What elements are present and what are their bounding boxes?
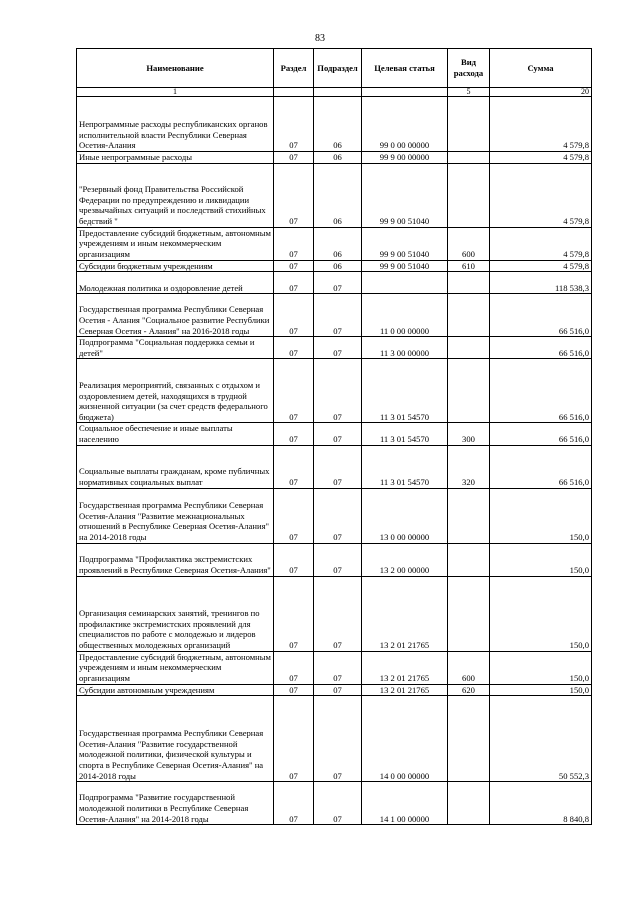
table-row	[77, 97, 592, 152]
cell-section: 07	[274, 445, 314, 488]
table-row	[77, 423, 592, 445]
header-expense-type: Вид расхода	[448, 49, 490, 88]
cell-expense-type: 620	[448, 684, 490, 696]
cell-name: Подпрограмма "Социальная поддержка семьи и детей"	[77, 337, 274, 359]
page-number: 83	[315, 33, 325, 44]
cell-section: 07	[274, 696, 314, 782]
cell-name: Молодежная политика и оздоровление детей	[77, 272, 274, 294]
cell-section: 07	[274, 227, 314, 260]
cell-subsection: 07	[314, 576, 362, 651]
index-subsection	[314, 88, 362, 97]
cell-sum: 4 579,8	[490, 260, 592, 272]
table-row	[77, 294, 592, 337]
cell-name: Непрограммные расходы республиканских органов исполнительной власти Республики Северная Осетия-Алания	[77, 97, 274, 152]
cell-section: 07	[274, 359, 314, 423]
cell-name: Реализация мероприятий, связанных с отдыхом и оздоровлением детей, находящихся в трудной жизненной ситуации (за счет средств федерального бюджета)	[77, 359, 274, 423]
cell-target: 11 0 00 00000	[362, 294, 448, 337]
cell-subsection: 07	[314, 651, 362, 684]
cell-sum: 66 516,0	[490, 294, 592, 337]
cell-expense-type	[448, 152, 490, 164]
cell-section: 07	[274, 97, 314, 152]
budget-table	[76, 48, 592, 825]
cell-name: Государственная программа Республики Северная Осетия - Алания "Социальное развитие Республики Северная Осетия - Алания" на 2016-2018 годы	[77, 294, 274, 337]
cell-expense-type: 300	[448, 423, 490, 445]
cell-sum: 66 516,0	[490, 359, 592, 423]
cell-subsection: 07	[314, 488, 362, 543]
cell-sum: 4 579,8	[490, 227, 592, 260]
cell-section: 07	[274, 488, 314, 543]
index-row	[77, 88, 592, 97]
cell-name: Подпрограмма "Профилактика экстремистских проявлений в Республике Северная Осетия-Алания"	[77, 543, 274, 576]
index-expense-type: 5	[448, 88, 490, 97]
cell-expense-type: 600	[448, 227, 490, 260]
cell-subsection: 07	[314, 543, 362, 576]
cell-target: 99 9 00 00000	[362, 152, 448, 164]
cell-expense-type	[448, 294, 490, 337]
cell-target: 13 0 00 00000	[362, 488, 448, 543]
header-name: Наименование	[77, 49, 274, 88]
cell-sum: 66 516,0	[490, 423, 592, 445]
cell-target: 11 3 01 54570	[362, 359, 448, 423]
table-row	[77, 163, 592, 227]
cell-subsection: 06	[314, 227, 362, 260]
cell-expense-type	[448, 97, 490, 152]
cell-subsection: 07	[314, 272, 362, 294]
cell-section: 07	[274, 272, 314, 294]
index-section	[274, 88, 314, 97]
cell-expense-type: 320	[448, 445, 490, 488]
cell-target: 99 0 00 00000	[362, 97, 448, 152]
cell-name: Субсидии бюджетным учреждениям	[77, 260, 274, 272]
cell-sum: 4 579,8	[490, 163, 592, 227]
cell-subsection: 06	[314, 260, 362, 272]
cell-subsection: 07	[314, 337, 362, 359]
cell-sum: 118 538,3	[490, 272, 592, 294]
table-row	[77, 260, 592, 272]
cell-target: 13 2 01 21765	[362, 651, 448, 684]
cell-sum: 4 579,8	[490, 152, 592, 164]
table-row	[77, 337, 592, 359]
cell-section: 07	[274, 423, 314, 445]
cell-expense-type	[448, 576, 490, 651]
cell-subsection: 06	[314, 152, 362, 164]
cell-subsection: 07	[314, 359, 362, 423]
cell-expense-type	[448, 163, 490, 227]
cell-expense-type	[448, 543, 490, 576]
cell-name: Государственная программа Республики Северная Осетия-Алания "Развитие государственной молодежной политики, физической культуры и спорта в Республике Северная Осетия-Алания" на 2014-2018 годы	[77, 696, 274, 782]
header-section: Раздел	[274, 49, 314, 88]
cell-target: 11 3 00 00000	[362, 337, 448, 359]
cell-target: 13 2 01 21765	[362, 684, 448, 696]
cell-name: Организация семинарских занятий, тренингов по профилактике экстремистских проявлений для специалистов по работе с молодежью и лидеров общественных молодежных организаций	[77, 576, 274, 651]
table-row	[77, 272, 592, 294]
cell-expense-type	[448, 272, 490, 294]
cell-section: 07	[274, 152, 314, 164]
index-target	[362, 88, 448, 97]
cell-subsection: 07	[314, 423, 362, 445]
cell-sum: 150,0	[490, 543, 592, 576]
cell-section: 07	[274, 294, 314, 337]
cell-name: "Резервный фонд Правительства Российской Федерации по предупреждению и ликвидации чрезвычайных ситуаций и последствий стихийных бедствий "	[77, 163, 274, 227]
cell-section: 07	[274, 260, 314, 272]
cell-expense-type: 610	[448, 260, 490, 272]
cell-target	[362, 272, 448, 294]
cell-expense-type	[448, 696, 490, 782]
table-row	[77, 359, 592, 423]
cell-name: Субсидии автономным учреждениям	[77, 684, 274, 696]
cell-section: 07	[274, 782, 314, 825]
table-row	[77, 488, 592, 543]
cell-name: Подпрограмма "Развитие государственной молодежной политики в Республике Северная Осетия-Алания" на 2014-2018 годы	[77, 782, 274, 825]
cell-name: Государственная программа Республики Северная Осетия-Алания "Развитие межнациональных отношений в Республике Северная Осетия-Алания" на 2014-2018 годы	[77, 488, 274, 543]
cell-subsection: 07	[314, 445, 362, 488]
table-header-row	[77, 49, 592, 88]
header-sum: Сумма	[490, 49, 592, 88]
cell-target: 13 2 00 00000	[362, 543, 448, 576]
table-row	[77, 152, 592, 164]
cell-name: Предоставление субсидий бюджетным, автономным учреждениям и иным некоммерческим организациям	[77, 651, 274, 684]
cell-sum: 150,0	[490, 488, 592, 543]
cell-target: 11 3 01 54570	[362, 445, 448, 488]
cell-expense-type	[448, 359, 490, 423]
cell-name: Иные непрограммные расходы	[77, 152, 274, 164]
table-row	[77, 782, 592, 825]
cell-sum: 150,0	[490, 576, 592, 651]
table-row	[77, 651, 592, 684]
table-row	[77, 684, 592, 696]
table-row	[77, 227, 592, 260]
cell-expense-type	[448, 488, 490, 543]
header-target: Целевая статья	[362, 49, 448, 88]
cell-expense-type	[448, 782, 490, 825]
cell-subsection: 07	[314, 782, 362, 825]
cell-sum: 66 516,0	[490, 445, 592, 488]
table-row	[77, 543, 592, 576]
cell-name: Социальное обеспечение и иные выплаты населению	[77, 423, 274, 445]
cell-subsection: 06	[314, 163, 362, 227]
cell-sum: 150,0	[490, 684, 592, 696]
cell-subsection: 06	[314, 97, 362, 152]
cell-section: 07	[274, 651, 314, 684]
cell-target: 14 0 00 00000	[362, 696, 448, 782]
cell-sum: 66 516,0	[490, 337, 592, 359]
index-sum: 20	[490, 88, 592, 97]
table-row	[77, 696, 592, 782]
index-name: 1	[77, 88, 274, 97]
cell-expense-type	[448, 337, 490, 359]
cell-target: 13 2 01 21765	[362, 576, 448, 651]
cell-subsection: 07	[314, 684, 362, 696]
cell-sum: 50 552,3	[490, 696, 592, 782]
table-row	[77, 445, 592, 488]
cell-sum: 4 579,8	[490, 97, 592, 152]
cell-section: 07	[274, 543, 314, 576]
cell-subsection: 07	[314, 294, 362, 337]
cell-name: Предоставление субсидий бюджетным, автономным учреждениям и иным некоммерческим организациям	[77, 227, 274, 260]
cell-target: 11 3 01 54570	[362, 423, 448, 445]
cell-name: Социальные выплаты гражданам, кроме публичных нормативных социальных выплат	[77, 445, 274, 488]
cell-sum: 8 840,8	[490, 782, 592, 825]
cell-expense-type: 600	[448, 651, 490, 684]
cell-section: 07	[274, 337, 314, 359]
cell-section: 07	[274, 684, 314, 696]
cell-target: 99 9 00 51040	[362, 163, 448, 227]
cell-target: 14 1 00 00000	[362, 782, 448, 825]
table-row	[77, 576, 592, 651]
cell-subsection: 07	[314, 696, 362, 782]
cell-section: 07	[274, 163, 314, 227]
cell-target: 99 9 00 51040	[362, 260, 448, 272]
cell-target: 99 9 00 51040	[362, 227, 448, 260]
cell-section: 07	[274, 576, 314, 651]
cell-sum: 150,0	[490, 651, 592, 684]
header-subsection: Подраздел	[314, 49, 362, 88]
